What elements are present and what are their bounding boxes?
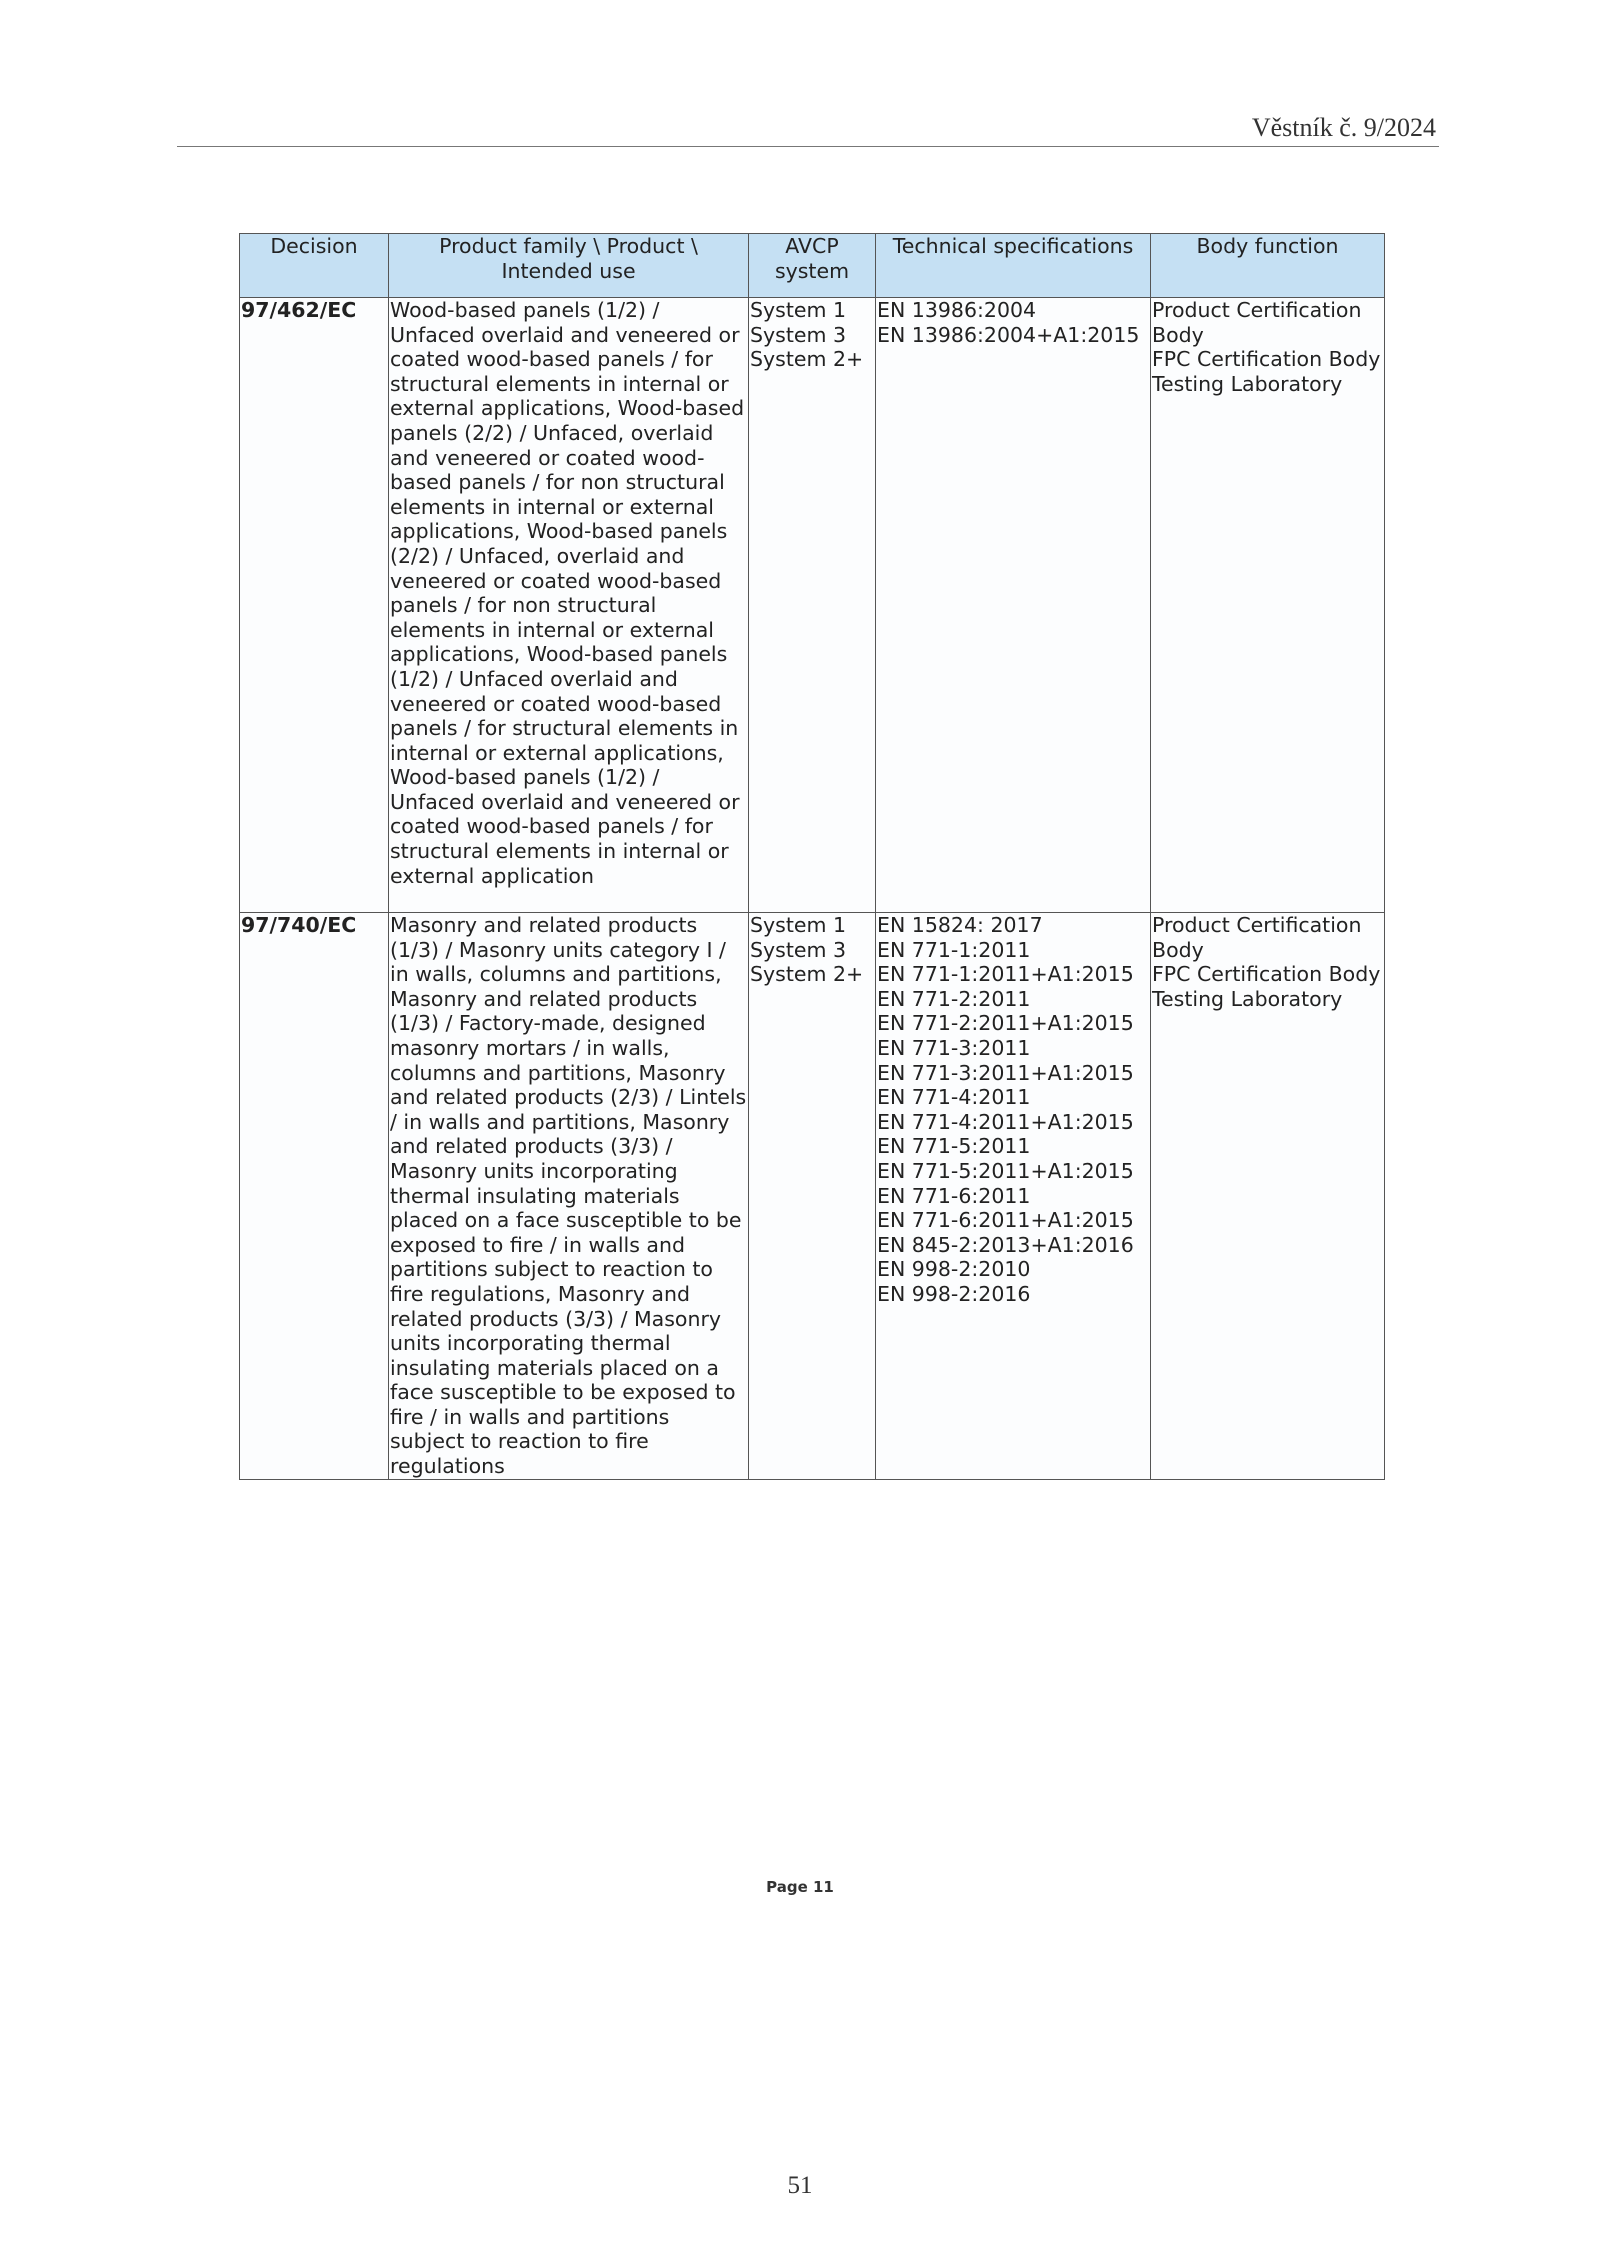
avcp-item: System 3 [750,937,847,962]
header-divider [177,146,1439,147]
spec-item: EN 771-1:2011+A1:2015 [877,962,1134,987]
avcp-item: System 1 [750,913,847,937]
column-header-product: Product family \ Product \ Intended use [389,234,749,298]
body-item: Testing Laboratory [1152,986,1343,1011]
table-row [240,298,1385,913]
column-header-avcp: AVCP system [749,234,876,298]
spec-item: EN 771-3:2011+A1:2015 [877,1060,1134,1085]
spec-item: EN 998-2:2016 [877,1281,1031,1306]
avcp-cell [749,913,876,1480]
column-header-specs: Technical specifications [876,234,1151,298]
product-cell: Wood-based panels (1/2) / Unfaced overlaid and veneered or coated wood-based panels / for structural elements in internal or external applications, Wood-based panels (2/2) / Unfaced, overlaid and veneered or coated wood-based panels / for non structural elements in internal or external applications, Wood-based panels (2/2) / Unfaced, overlaid and veneered or coated wood-based panels / for non structural elements in internal or external applications, Wood-based panels (1/2) / Unfaced overlaid and veneered or coated wood-based panels / for structural elements in internal or external applications, Wood-based panels (1/2) / Unfaced overlaid and veneered or coated wood-based panels / for structural elements in internal or external application [389,298,749,913]
spec-item: EN 771-5:2011+A1:2015 [877,1158,1134,1183]
specs-cell [876,913,1151,1480]
column-header-body: Body function [1151,234,1385,298]
body-function-cell [1151,298,1385,913]
spec-item: EN 771-2:2011 [877,986,1031,1011]
decision-cell: 97/740/EC [240,913,389,1480]
spec-item: EN 771-6:2011 [877,1183,1031,1208]
table-header-row [240,234,1385,298]
product-cell: Masonry and related products (1/3) / Masonry units category I / in walls, columns and partitions, Masonry and related products (1/3) / Factory-made, designed masonry mortars / in walls, columns and partitions, Masonry and related products (2/3) / Lintels / in walls and partitions, Masonry and related products (3/3) / Masonry units incorporating thermal insulating materials placed on a face susceptible to be exposed to fire / in walls and partitions subject to reaction to fire regulations, Masonry and related products (3/3) / Masonry units incorporating thermal insulating materials placed on a face susceptible to be exposed to fire / in walls and partitions subject to reaction to fire regulations [389,913,749,1480]
spec-item: EN 771-4:2011+A1:2015 [877,1109,1134,1134]
spec-item: EN 771-6:2011+A1:2015 [877,1208,1134,1233]
page-label: Page 11 [766,1878,834,1896]
avcp-item: System 2+ [750,962,864,987]
spec-item: EN 13986:2004 [877,298,1037,322]
spec-item: EN 998-2:2010 [877,1257,1031,1282]
spec-item: EN 15824: 2017 [877,913,1043,937]
spec-item: EN 845-2:2013+A1:2016 [877,1232,1134,1257]
body-item: FPC Certification Body [1152,962,1381,987]
spec-item: EN 771-2:2011+A1:2015 [877,1011,1134,1036]
journal-title: Věstník č. 9/2024 [1251,113,1436,142]
spec-item: EN 771-4:2011 [877,1085,1031,1110]
decision-cell: 97/462/EC [240,298,389,913]
column-header-decision: Decision [240,234,389,298]
spec-item: EN 771-5:2011 [877,1134,1031,1159]
specs-cell [876,298,1151,913]
specification-table [239,233,1385,1480]
body-item: Product Certification Body [1152,298,1362,347]
body-item: Product Certification Body [1152,913,1362,962]
avcp-item: System 2+ [750,347,864,372]
spec-item: EN 13986:2004+A1:2015 [877,322,1140,347]
page-number: 51 [787,2172,813,2199]
body-item: FPC Certification Body [1152,347,1381,372]
body-function-cell [1151,913,1385,1480]
spec-item: EN 771-1:2011 [877,937,1031,962]
avcp-item: System 1 [750,298,847,322]
avcp-item: System 3 [750,322,847,347]
body-item: Testing Laboratory [1152,371,1343,396]
spec-item: EN 771-3:2011 [877,1035,1031,1060]
table-row [240,913,1385,1480]
avcp-cell [749,298,876,913]
